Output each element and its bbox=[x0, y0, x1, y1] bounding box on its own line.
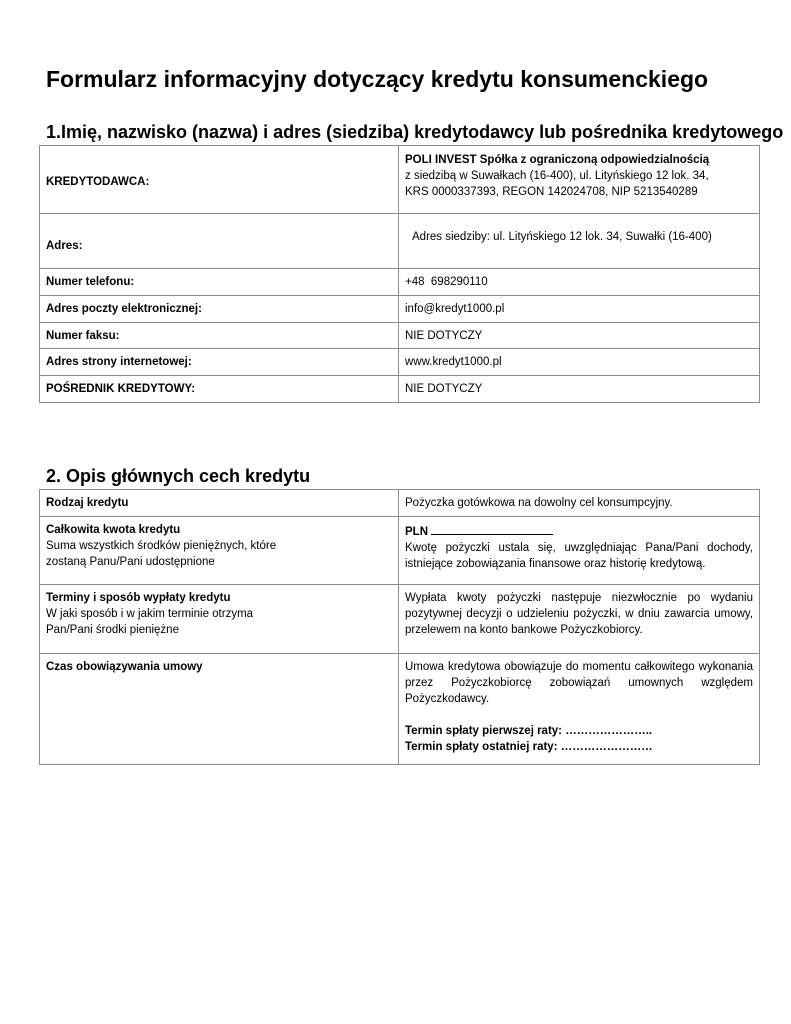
fax-label: Numer faksu: bbox=[40, 323, 399, 349]
lender-seat: z siedzibą w Suwałkach (16-400), ul. Lityńskiego 12 lok. 34, bbox=[405, 170, 709, 182]
payout-sublabel: W jaki sposób i w jakim terminie otrzyma Pan/Pani środki pieniężne bbox=[46, 608, 254, 636]
email-label: Adres poczty elektronicznej: bbox=[40, 296, 399, 323]
website-value: www.kredyt1000.pl bbox=[399, 349, 760, 376]
total-amount-label: Całkowita kwota kredytu bbox=[46, 524, 181, 536]
contract-duration-text: Umowa kredytowa obowiązuje do momentu całkowitego wykonania przez Pożyczkobiorcę zobowiązań umownych względem Pożyczkodawcy. bbox=[405, 661, 753, 705]
currency-field bbox=[405, 522, 753, 540]
table-row bbox=[40, 376, 760, 403]
credit-type-label: Rodzaj kredytu bbox=[40, 490, 399, 517]
total-amount-cell bbox=[40, 517, 399, 585]
document-title: Formularz informacyjny dotyczący kredytu konsumenckiego bbox=[46, 66, 709, 92]
address-value: Adres siedziby: ul. Lityńskiego 12 lok. 34, Suwałki (16-400) bbox=[399, 214, 760, 269]
email-value: info@kredyt1000.pl bbox=[399, 296, 760, 323]
payout-cell bbox=[40, 585, 399, 654]
phone-label: Numer telefonu: bbox=[40, 269, 399, 296]
total-amount-sublabel: Suma wszystkich środków pieniężnych, które zostaną Panu/Pani udostępnione bbox=[46, 540, 277, 568]
table-row bbox=[40, 323, 760, 349]
payout-value: Wypłata kwoty pożyczki następuje niezwłocznie po wydaniu pozytywnej decyzji o udzieleniu pożyczki, w dniu zawarcia umowy, przelewem na konto bankowe Pożyczkobiorcy. bbox=[399, 585, 760, 654]
lender-label: KREDYTODAWCA: bbox=[40, 146, 399, 214]
total-amount-value-cell bbox=[399, 517, 760, 585]
lender-registry: KRS 0000337393, REGON 142024708, NIP 5213540289 bbox=[405, 186, 698, 198]
section2-title: 2. Opis głównych cech kredytu bbox=[46, 466, 311, 486]
table-row bbox=[40, 146, 760, 214]
total-amount-description: Kwotę pożyczki ustala się, uwzględniając Pana/Pani dochody, istniejące zobowiązania finansowe oraz historię kredytową. bbox=[405, 542, 753, 570]
address-label: Adres: bbox=[40, 214, 399, 269]
first-installment-date: Termin spłaty pierwszej raty: ………………….. bbox=[405, 725, 653, 737]
contract-duration-label: Czas obowiązywania umowy bbox=[40, 654, 399, 765]
amount-blank-line bbox=[431, 522, 553, 535]
credit-features-table bbox=[39, 489, 760, 765]
lender-value bbox=[399, 146, 760, 214]
currency-label: PLN bbox=[405, 526, 428, 538]
table-row bbox=[40, 585, 760, 654]
phone-value: +48 698290110 bbox=[399, 269, 760, 296]
broker-label: POŚREDNIK KREDYTOWY: bbox=[40, 376, 399, 403]
lender-info-table bbox=[39, 145, 760, 403]
table-row bbox=[40, 269, 760, 296]
last-installment-date: Termin spłaty ostatniej raty: …………………… bbox=[405, 741, 653, 753]
payout-label: Terminy i sposób wypłaty kredytu bbox=[46, 592, 231, 604]
table-row bbox=[40, 654, 760, 765]
table-row bbox=[40, 296, 760, 323]
lender-name: POLI INVEST Spółka z ograniczoną odpowiedzialnością bbox=[405, 154, 710, 166]
section1-title: 1.Imię, nazwisko (nazwa) i adres (siedziba) kredytodawcy lub pośrednika kredytowego bbox=[46, 122, 784, 142]
table-row bbox=[40, 490, 760, 517]
fax-value: NIE DOTYCZY bbox=[399, 323, 760, 349]
table-row bbox=[40, 349, 760, 376]
table-row bbox=[40, 517, 760, 585]
credit-type-value: Pożyczka gotówkowa na dowolny cel konsumpcyjny. bbox=[399, 490, 760, 517]
table-row bbox=[40, 214, 760, 269]
contract-duration-value-cell bbox=[399, 654, 760, 765]
website-label: Adres strony internetowej: bbox=[40, 349, 399, 376]
broker-value: NIE DOTYCZY bbox=[399, 376, 760, 403]
